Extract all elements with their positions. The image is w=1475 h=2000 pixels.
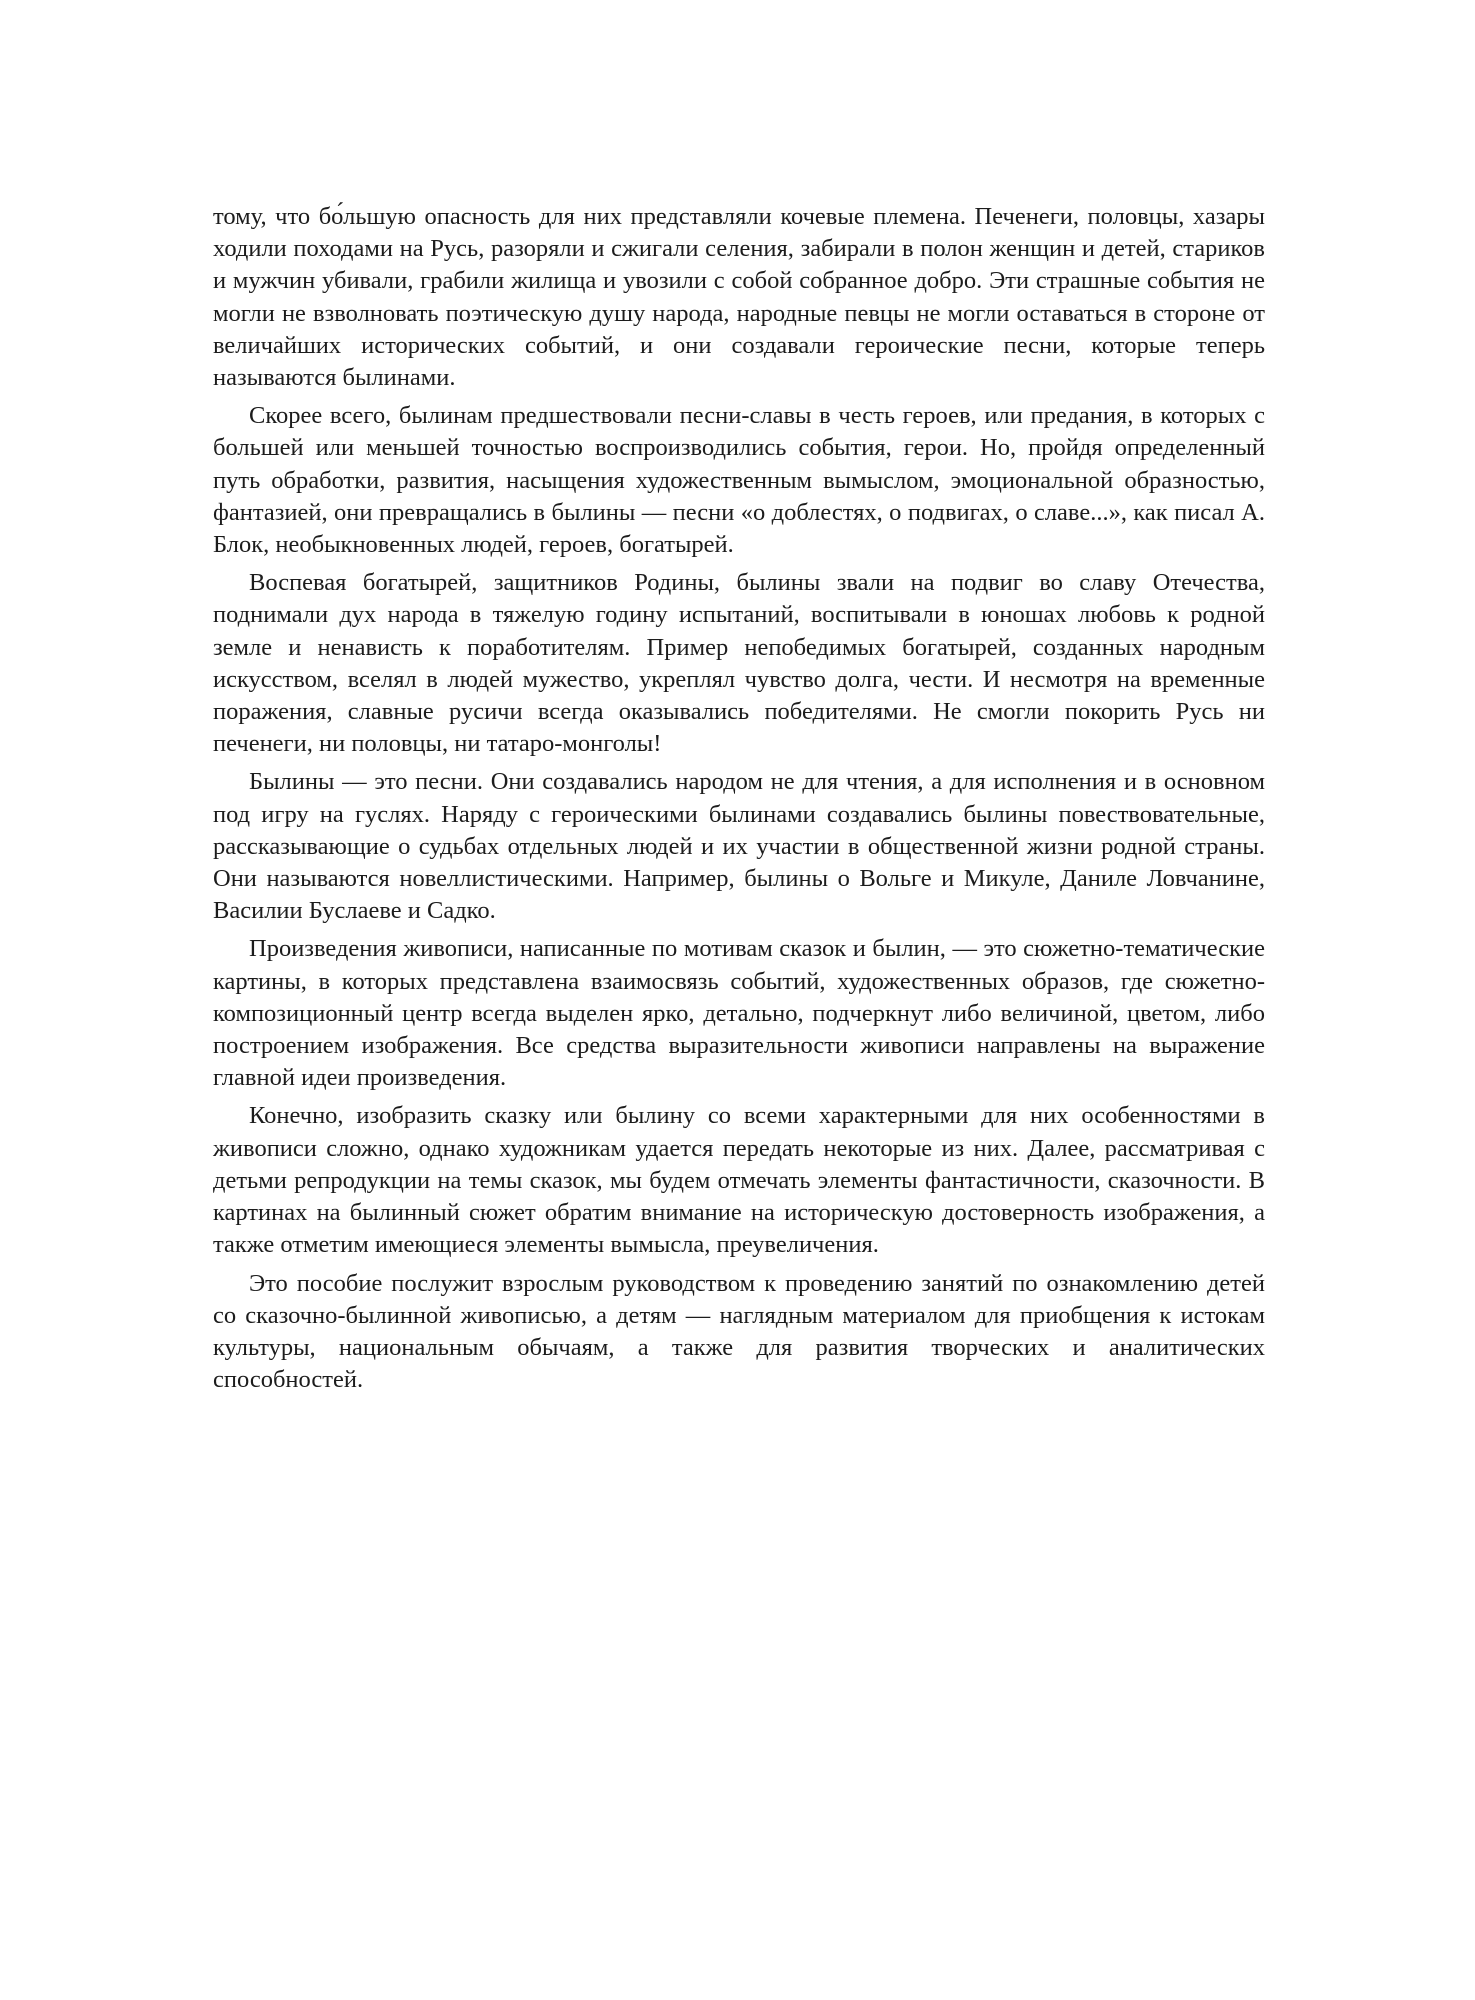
paragraph: Былины — это песни. Они создавались народом не для чтения, а для исполнения и в основном под игру на гуслях. Наряду с героическими былинами создавались былины повествовательные, рассказывающие о судьбах отдельных людей и их участии в общественной жизни родной страны. Они называются новеллистическими. Например, былины о Вольге и Микуле, Даниле Ловчанине, Василии Буслаеве и Садко. [213, 768, 1265, 925]
body-text [213, 201, 1265, 1402]
paragraph: Это пособие послужит взрослым руководством к проведению занятий по ознакомлению детей со сказочно-былинной живописью, а детям — наглядным материалом для приобщения к истокам культуры, национальным обычаям, а также для развития творческих и аналитических способностей. [213, 1269, 1265, 1394]
paragraph: Произведения живописи, написанные по мотивам сказок и былин, — это сюжетно-тематические картины, в которых представлена взаимосвязь событий, художественных образов, где сюжетно-композиционный центр всегда выделен ярко, детально, подчеркнут либо величиной, цветом, либо построением изображения. Все средства выразительности живописи направлены на выражение главной идеи произведения. [213, 935, 1265, 1092]
paragraph: Воспевая богатырей, защитников Родины, былины звали на подвиг во славу Отечества, поднимали дух народа в тяжелую годину испытаний, воспитывали в юношах любовь к родной земле и ненависть к поработителям. Пример непобедимых богатырей, созданных народным искусством, вселял в людей мужество, укреплял чувство долга, чести. И несмотря на временные поражения, славные русичи всегда оказывались победителями. Не смогли покорить Русь ни печенеги, ни половцы, ни татаро-монголы! [213, 569, 1265, 758]
paragraph: Скорее всего, былинам предшествовали песни-славы в честь героев, или предания, в которых с большей или меньшей точностью воспроизводились события, герои. Но, пройдя определенный путь обработки, развития, насыщения художественным вымыслом, эмоциональной образностью, фантазией, они превращались в былины — песни «о доблестях, о подвигах, о славе...», как писал А. Блок, необыкновенных людей, героев, богатырей. [213, 402, 1265, 559]
paragraph: Конечно, изобразить сказку или былину со всеми характерными для них особенностями в живописи сложно, однако художникам удается передать некоторые из них. Далее, рассматривая с детьми репродукции на темы сказок, мы будем отмечать элементы фантастичности, сказочности. В картинах на былинный сюжет обратим внимание на историческую достоверность изображения, а также отметим имеющиеся элементы вымысла, преувеличения. [213, 1102, 1265, 1259]
paragraph: тому, что бо́льшую опасность для них представляли кочевые племена. Печенеги, половцы, хазары ходили походами на Русь, разоряли и сжигали селения, забирали в полон женщин и детей, стариков и мужчин убивали, грабили жилища и увозили с собой собранное добро. Эти страшные события не могли не взволновать поэтическую душу народа, народные певцы не могли оставаться в стороне от величайших исторических событий, и они создавали героические песни, которые теперь называются былинами. [213, 203, 1265, 392]
